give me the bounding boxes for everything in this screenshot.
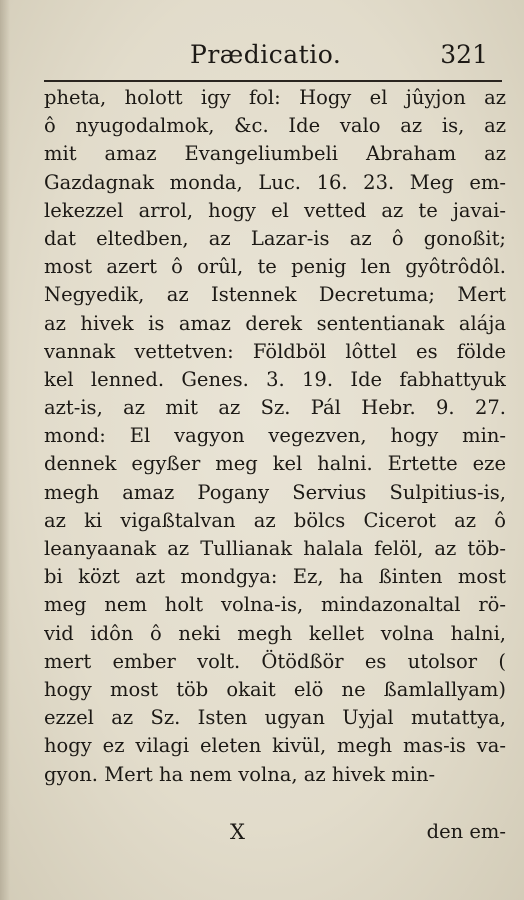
text-line: mit amaz Evangeliumbeli Abraham az: [44, 142, 506, 166]
text-line: lekezzel arrol, hogy el vetted az te javai-: [44, 198, 506, 222]
header-rule: [44, 80, 502, 82]
text-line: ô nyugodalmok, &c. Ide valo az is, az: [44, 114, 506, 138]
text-line: az ki vigaßtalvan az bölcs Cicerot az ô: [44, 508, 506, 532]
text-line: dennek egyßer meg kel halni. Ertette eze: [44, 452, 506, 476]
text-line: Gazdagnak monda, Luc. 16. 23. Meg em-: [44, 170, 506, 194]
catchword: den em-: [426, 820, 506, 843]
text-line: pheta, holott igy fol: Hogy el jûyjon az: [44, 86, 506, 109]
body-text: [44, 84, 506, 789]
text-line: Negyedik, az Istennek Decretuma; Mert: [44, 283, 506, 307]
text-line: vannak vettetven: Földböl lôttel es földe: [44, 339, 506, 363]
text-line: mert ember volt. Ötödßör es utolsor (: [44, 649, 506, 673]
text-line: most azert ô orûl, te penig len gyôtrôdôl.: [44, 255, 506, 279]
text-line: meg nem holt volna-is, mindazonaltal rö-: [44, 593, 506, 617]
text-line: bi közt azt mondgya: Ez, ha ßinten most: [44, 565, 506, 589]
text-line: azt-is, az mit az Sz. Pál Hebr. 9. 27.: [44, 396, 506, 420]
page-binding-shadow: [0, 0, 10, 900]
text-line: megh amaz Pogany Servius Sulpitius-is,: [44, 480, 506, 504]
page-footer: [44, 820, 506, 850]
text-line: hogy ez vilagi eleten kivül, megh mas-is va-: [44, 734, 506, 758]
running-title: Prædicatio.: [190, 40, 342, 69]
text-line: dat eltedben, az Lazar-is az ô gonoßit;: [44, 226, 506, 250]
text-line: az hivek is amaz derek sententianak alája: [44, 311, 506, 335]
text-line: hogy most töb okait elö ne ßamlallyam): [44, 677, 506, 701]
text-line: ezzel az Sz. Isten ugyan Uyjal mutattya,: [44, 706, 506, 730]
text-line: gyon. Mert ha nem volna, az hivek min-: [44, 762, 436, 786]
text-line: kel lenned. Genes. 3. 19. Ide fabhattyuk: [44, 367, 506, 391]
page-header: [40, 32, 504, 80]
signature-mark: X: [230, 820, 245, 844]
text-line: vid idôn ô neki megh kellet volna halni,: [44, 621, 506, 645]
page-number: 321: [440, 40, 488, 69]
text-line: leanyaanak az Tullianak halala felöl, az töb-: [44, 537, 506, 560]
text-line: mond: El vagyon vegezven, hogy min-: [44, 424, 506, 448]
